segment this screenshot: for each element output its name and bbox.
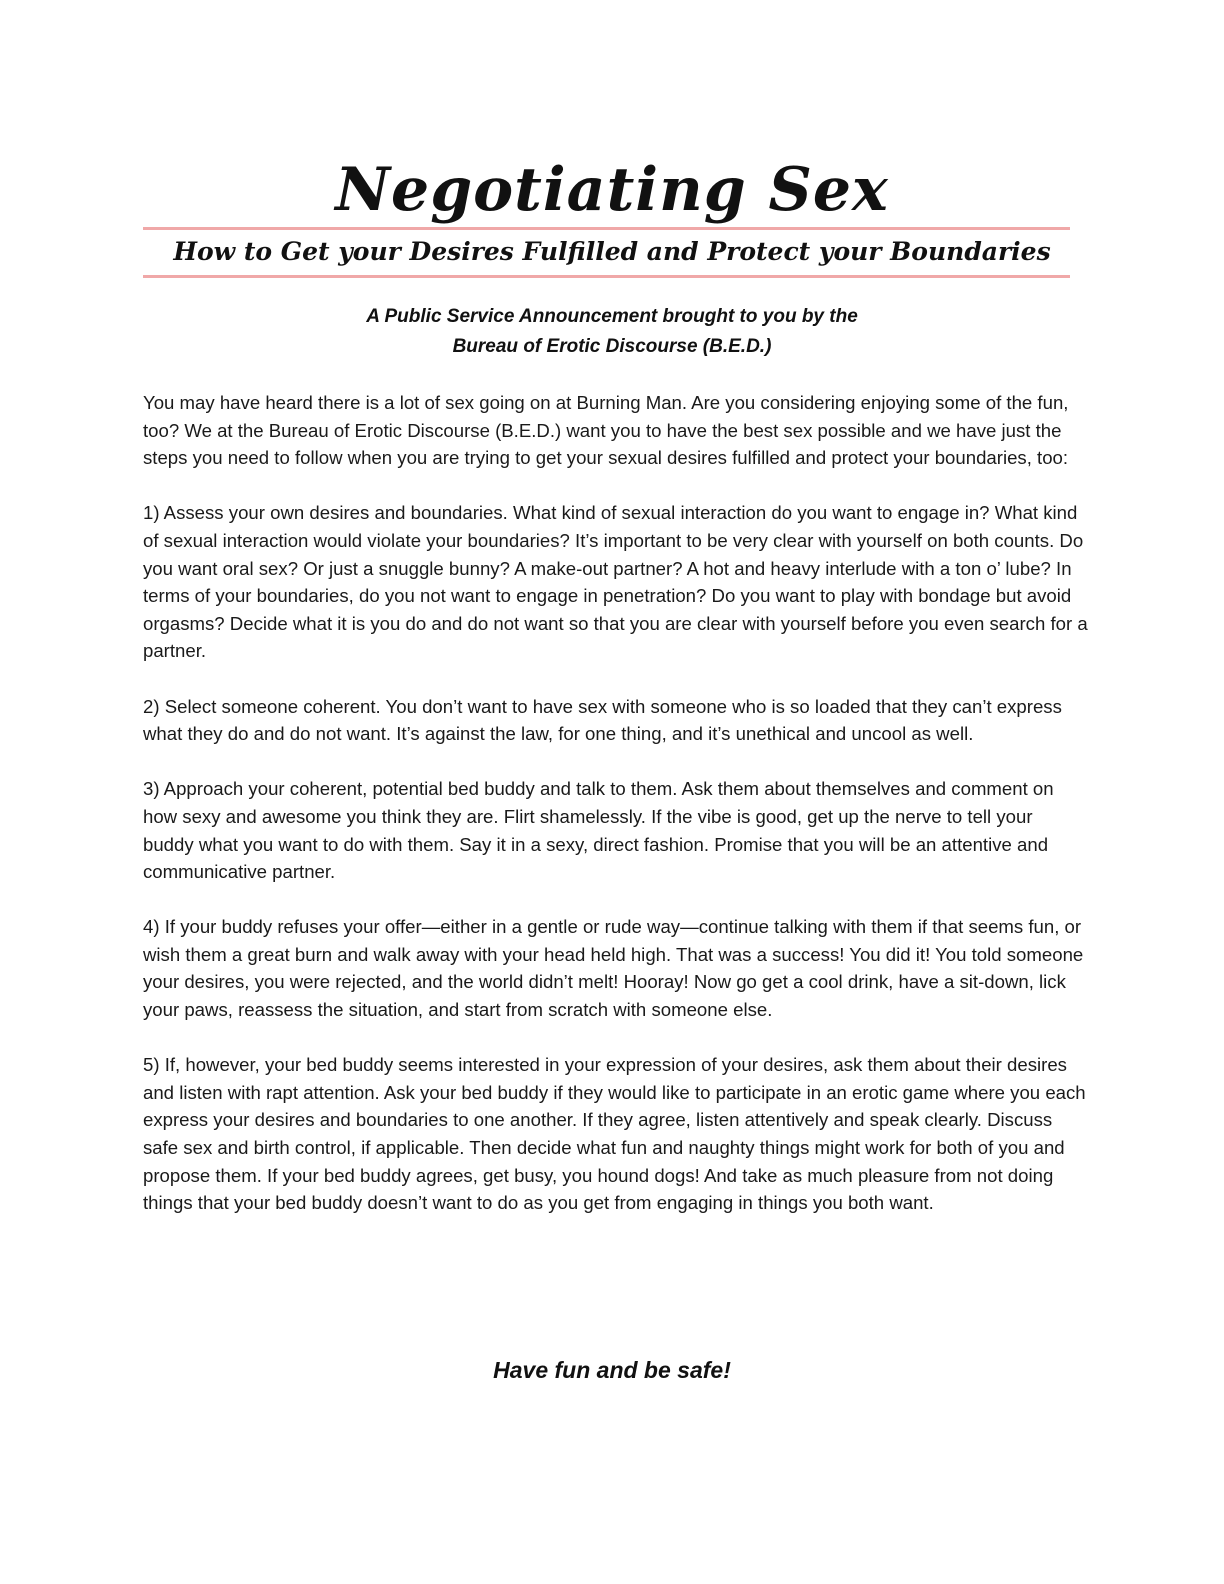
page-subtitle: How to Get your Desires Fulfilled and Protect your Boundaries — [173, 237, 1051, 266]
announcement-line-2: Bureau of Erotic Discourse (B.E.D.) — [452, 336, 772, 357]
closing-line: Have fun and be safe! — [493, 1357, 731, 1383]
step-2-paragraph: 2) Select someone coherent. You don’t want to have sex with someone who is so loaded that they can’t express what they do and do not want. It’s against the law, for one thing, and it’s unethical and uncool as well. — [143, 695, 1062, 745]
bottom-divider — [143, 275, 1070, 278]
step-3-paragraph: 3) Approach your coherent, potential bed buddy and talk to them. Ask them about themselves and comment on how sexy and awesome you think they are. Flirt shamelessly. If the vibe is good, get up the nerve to tell your buddy what you want to do with them. Say it in a sexy, direct fashion. Promise that you will be an attentive and communicative partner. — [143, 778, 1054, 883]
step-1-paragraph: 1) Assess your own desires and boundaries. What kind of sexual interaction do you want to engage in? What kind of sexual interaction would violate your boundaries? It’s important to be very clear with yourself on both counts. Do you want oral sex? Or just a snuggle bunny? A make-out partner? A hot and heavy interlude with a ton o’ lube? In terms of your boundaries, do you not want to engage in penetration? Do you want to play with bondage but avoid orgasms? Decide what it is you do and do not want so that you are clear with yourself before you even search for a partner. — [143, 502, 1088, 662]
body-text — [143, 389, 1088, 1244]
step-5-paragraph: 5) If, however, your bed buddy seems interested in your expression of your desires, ask them about their desires and listen with rapt attention. Ask your bed buddy if they would like to participate in an erotic game where you each express your desires and boundaries to one another. If they agree, listen attentively and speak clearly. Discuss safe sex and birth control, if applicable. Then decide what fun and naughty things might work for both of you and propose them. If your bed buddy agrees, get busy, you hound dogs! And take as much pleasure from not doing things that your bed buddy doesn’t want to do as you get from engaging in things you both want. — [143, 1054, 1086, 1214]
step-4-paragraph: 4) If your buddy refuses your offer—either in a gentle or rude way—continue talking with them if that seems fun, or wish them a great burn and walk away with your head held high. That was a success! You did it! You told someone your desires, you were rejected, and the world didn’t melt! Hooray! Now go get a cool drink, have a sit-down, lick your paws, reassess the situation, and start from scratch with someone else. — [143, 916, 1084, 1021]
top-divider — [143, 227, 1070, 230]
announcement-line-1: A Public Service Announcement brought to you by the — [366, 306, 858, 327]
announcement-heading — [0, 302, 1224, 362]
intro-paragraph: You may have heard there is a lot of sex going on at Burning Man. Are you considering enjoying some of the fun, too? We at the Bureau of Erotic Discourse (B.E.D.) want you to have the best sex possible and we have just the steps you need to follow when you are trying to get your sexual desires fulfilled and protect your boundaries, too: — [143, 392, 1069, 469]
page-title: Negotiating Sex — [335, 155, 889, 225]
